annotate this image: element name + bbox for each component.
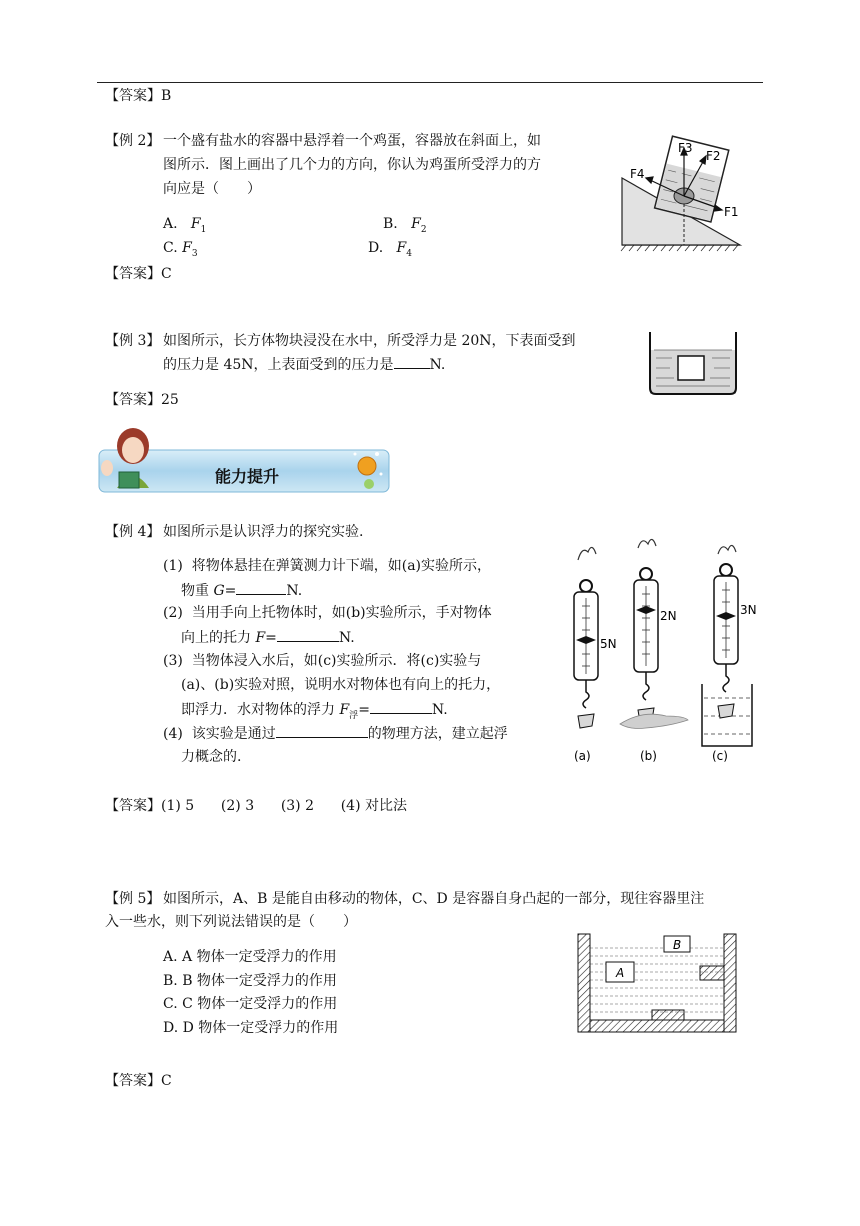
ex4-blank-2[interactable] [277,627,339,642]
ex3-figure [646,330,740,398]
reading-c: 3N [740,603,757,617]
ex4-blank-1[interactable] [236,580,286,595]
ex5-option-d: D. D 物体一定受浮力的作用 [163,1020,339,1036]
ex4-blank-4[interactable] [276,723,368,738]
ex2-answer: 【答案】C [105,266,172,282]
scale-a [574,547,598,728]
fig-label-a: (a) [574,749,591,763]
ex2-line3: 向应是（ ） [163,181,261,197]
ex4-item1-line2: 物重 G= N. [181,580,302,601]
ex2-option-c: C. $F_3$ [163,240,198,259]
banner-title: 能力提升 [215,467,280,486]
answer-value: B [161,88,172,104]
ex3-blank[interactable] [394,354,430,369]
ex4-item4-line2: 力概念的. [181,749,242,765]
ex4-item3-line2: (a)、(b)实验对照，说明水对物体也有向上的托力， [181,677,501,693]
ex4-item3-line1: (3) 当物体浸入水后，如(c)实验所示．将(c)实验与 [163,653,482,669]
ex5-answer: 【答案】C [105,1073,172,1089]
ex4-answer: 【答案】(1) 5 (2) 3 (3) 2 (4) 对比法 [105,798,407,814]
ex5-option-c: C. C 物体一定受浮力的作用 [163,996,338,1012]
ex4-item3-line3: 即浮力．水对物体的浮力 $F_浮= N$. [181,699,448,726]
ex2-line2: 图所示．图上画出了几个力的方向，你认为鸡蛋所受浮力的方 [163,157,541,173]
ex4-item2-line1: (2) 当用手向上托物体时，如(b)实验所示，手对物体 [163,605,492,621]
ex2-option-a: A. $F_1$ [163,216,207,235]
ex3-label: 【例 3】 [105,333,161,349]
ex2-label: 【例 2】 [105,133,161,149]
scale-c [702,545,752,746]
ex3-line1: 如图所示，长方体物块浸没在水中，所受浮力是 20N，下表面受到 [163,333,576,349]
f2-label: F2 [706,149,721,163]
ex4-item4-line1: (4) 该实验是通过 的物理方法，建立起浮 [163,723,508,744]
ex2-line1: 一个盛有盐水的容器中悬浮着一个鸡蛋，容器放在斜面上，如 [163,133,541,149]
ex5-figure [576,930,738,1034]
f1-label: F1 [724,205,739,219]
ex4-item1-line1: (1) 将物体悬挂在弹簧测力计下端，如(a)实验所示， [163,558,492,574]
reading-b: 2N [660,609,677,623]
ex4-item2-line2: 向上的托力 F= N. [181,627,355,648]
ex5-line2: 入一些水，则下列说法错误的是（ ） [105,914,357,930]
ex4-intro: 如图所示是认识浮力的探究实验. [163,524,364,540]
banner [97,424,391,496]
ex5-line1: 如图所示，A、B 是能自由移动的物体，C、D 是容器自身凸起的一部分，现往容器里注 [163,891,705,907]
ex4-figure [562,540,757,766]
ex4-label: 【例 4】 [105,524,161,540]
ex2-option-d: D. $F_4$ [368,240,412,259]
ex5-option-a: A. A 物体一定受浮力的作用 [163,949,337,965]
ex3-line2: 的压力是 45N，上表面受到的压力是 N. [163,354,445,375]
f3-label: F3 [678,141,693,155]
ex5-option-b: B. B 物体一定受浮力的作用 [163,973,337,989]
ex2-option-b: B. $F_2$ [383,216,427,235]
ex5-label: 【例 5】 [105,891,161,907]
ex3-answer: 【答案】25 [105,392,179,408]
answer-top [105,86,171,106]
scale-b [620,539,688,728]
f4-label: F4 [630,167,645,181]
answer-label: 【答案】 [105,88,161,104]
reading-a: 5N [600,637,617,651]
ex4-blank-3[interactable] [370,699,432,714]
header-rule [97,82,763,83]
block-a-label: A [616,966,625,980]
fig-label-b: (b) [640,749,657,763]
fig-label-c: (c) [712,749,728,763]
block-b-label: B [673,938,682,952]
ex2-figure [620,130,750,258]
